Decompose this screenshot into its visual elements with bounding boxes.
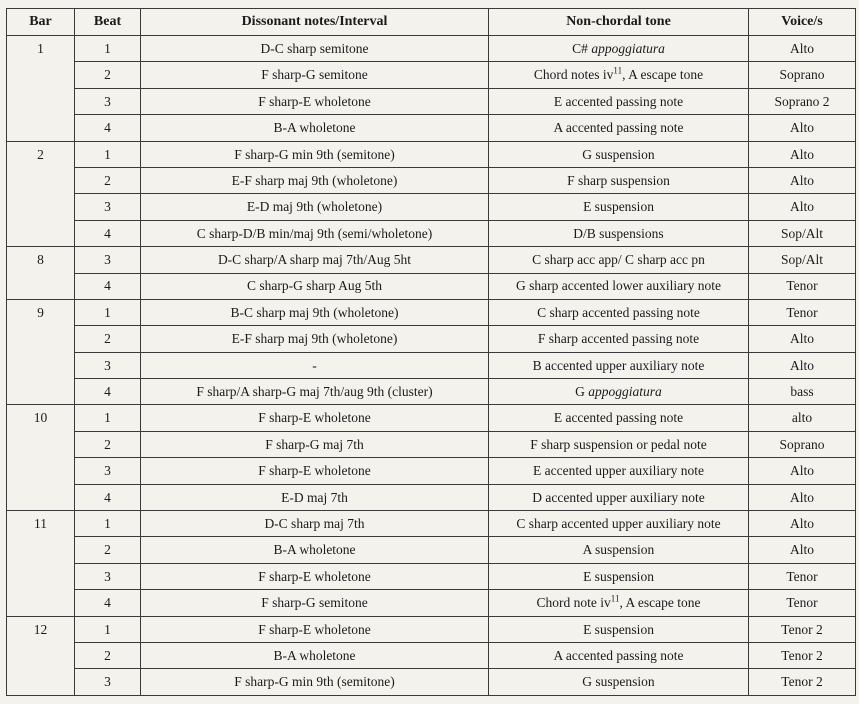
cell-beat: 1: [75, 36, 141, 62]
table-row: [7, 247, 856, 273]
table-row: [7, 88, 856, 114]
cell-interval: F sharp-G maj 7th: [141, 431, 489, 457]
cell-non-chordal-tone: [489, 379, 749, 405]
table-row: [7, 669, 856, 695]
table-row: [7, 458, 856, 484]
tone-text: E accented upper auxiliary note: [533, 463, 704, 479]
cell-bar: [7, 326, 75, 352]
cell-interval: F sharp-E wholetone: [141, 88, 489, 114]
cell-bar: [7, 273, 75, 299]
cell-voice: bass: [749, 379, 856, 405]
cell-interval: F sharp-G semitone: [141, 62, 489, 88]
tone-text: A suspension: [582, 542, 655, 558]
tone-text: F sharp suspension: [567, 172, 670, 188]
table-row: [7, 431, 856, 457]
cell-bar: [7, 194, 75, 220]
cell-voice: Sop/Alt: [749, 220, 856, 246]
table-row: [7, 36, 856, 62]
cell-bar: [7, 590, 75, 616]
tone-text: C#: [572, 40, 588, 56]
cell-non-chordal-tone: [489, 167, 749, 193]
cell-voice: Alto: [749, 511, 856, 537]
table-row: [7, 299, 856, 325]
tone-text: A accented passing note: [553, 120, 684, 136]
tone-text: C sharp accented passing note: [537, 304, 700, 320]
cell-beat: 3: [75, 88, 141, 114]
cell-voice: Alto: [749, 36, 856, 62]
cell-bar: [7, 431, 75, 457]
cell-bar: [7, 484, 75, 510]
table-row: [7, 590, 856, 616]
cell-bar: [7, 537, 75, 563]
cell-interval: E-F sharp maj 9th (wholetone): [141, 167, 489, 193]
tone-text: B accented upper auxiliary note: [532, 357, 705, 373]
tone-text: G sharp accented lower auxiliary note: [515, 278, 722, 294]
cell-voice: Soprano: [749, 431, 856, 457]
cell-interval: D-C sharp/A sharp maj 7th/Aug 5ht: [141, 247, 489, 273]
table-row: [7, 616, 856, 642]
header-voices: Voice/s: [749, 9, 856, 36]
cell-beat: 4: [75, 379, 141, 405]
cell-bar: [7, 642, 75, 668]
cell-beat: 4: [75, 273, 141, 299]
header-row: [7, 9, 856, 36]
tone-text: F sharp suspension or pedal note: [530, 436, 707, 452]
cell-non-chordal-tone: [489, 141, 749, 167]
cell-bar: [7, 62, 75, 88]
table-row: [7, 167, 856, 193]
table-row: [7, 220, 856, 246]
table-row: [7, 326, 856, 352]
cell-bar: 1: [7, 36, 75, 62]
cell-beat: 2: [75, 431, 141, 457]
cell-interval: B-A wholetone: [141, 537, 489, 563]
cell-non-chordal-tone: [489, 220, 749, 246]
cell-voice: Alto: [749, 484, 856, 510]
header-beat: Beat: [75, 9, 141, 36]
cell-bar: 10: [7, 405, 75, 431]
tone-text: E accented passing note: [553, 93, 684, 109]
cell-beat: 2: [75, 167, 141, 193]
cell-interval: -: [141, 352, 489, 378]
cell-bar: [7, 115, 75, 141]
cell-beat: 3: [75, 458, 141, 484]
cell-voice: Alto: [749, 326, 856, 352]
cell-non-chordal-tone: [489, 616, 749, 642]
cell-beat: 3: [75, 669, 141, 695]
cell-interval: F sharp-E wholetone: [141, 405, 489, 431]
cell-non-chordal-tone: [489, 36, 749, 62]
cell-voice: Alto: [749, 537, 856, 563]
cell-non-chordal-tone: [489, 458, 749, 484]
cell-beat: 2: [75, 62, 141, 88]
tone-suffix-text: , A escape tone: [619, 595, 701, 611]
cell-beat: 3: [75, 247, 141, 273]
table-row: [7, 273, 856, 299]
cell-interval: B-C sharp maj 9th (wholetone): [141, 299, 489, 325]
cell-voice: Tenor 2: [749, 616, 856, 642]
cell-bar: [7, 458, 75, 484]
cell-beat: 4: [75, 484, 141, 510]
tone-text: G: [575, 384, 585, 400]
cell-interval: B-A wholetone: [141, 115, 489, 141]
table-row: [7, 141, 856, 167]
tone-text: Chord note iv: [536, 595, 611, 611]
tone-text: C sharp accented upper auxiliary note: [516, 515, 721, 531]
tone-text: D/B suspensions: [573, 225, 664, 241]
cell-voice: Alto: [749, 115, 856, 141]
tone-italic-text: appoggiatura: [591, 40, 665, 56]
tone-suffix-text: , A escape tone: [622, 67, 704, 83]
cell-interval: B-A wholetone: [141, 642, 489, 668]
cell-voice: Tenor: [749, 299, 856, 325]
cell-non-chordal-tone: [489, 405, 749, 431]
cell-interval: F sharp-E wholetone: [141, 458, 489, 484]
cell-beat: 1: [75, 299, 141, 325]
cell-interval: F sharp/A sharp-G maj 7th/aug 9th (cluster): [141, 379, 489, 405]
table-row: [7, 194, 856, 220]
cell-voice: Tenor 2: [749, 669, 856, 695]
cell-interval: D-C sharp maj 7th: [141, 511, 489, 537]
cell-beat: 1: [75, 616, 141, 642]
tone-text: C sharp acc app/ C sharp acc pn: [532, 252, 705, 268]
cell-beat: 4: [75, 115, 141, 141]
cell-bar: [7, 220, 75, 246]
cell-voice: Alto: [749, 141, 856, 167]
cell-interval: F sharp-G min 9th (semitone): [141, 669, 489, 695]
table-row: [7, 563, 856, 589]
cell-non-chordal-tone: [489, 537, 749, 563]
cell-non-chordal-tone: [489, 326, 749, 352]
cell-bar: [7, 167, 75, 193]
cell-beat: 2: [75, 642, 141, 668]
cell-bar: 9: [7, 299, 75, 325]
cell-interval: E-D maj 9th (wholetone): [141, 194, 489, 220]
table-row: [7, 484, 856, 510]
cell-voice: Alto: [749, 458, 856, 484]
cell-bar: 2: [7, 141, 75, 167]
cell-beat: 4: [75, 590, 141, 616]
cell-interval: F sharp-E wholetone: [141, 616, 489, 642]
tone-text: E suspension: [583, 199, 654, 215]
cell-beat: 1: [75, 511, 141, 537]
cell-voice: Tenor: [749, 273, 856, 299]
cell-voice: Soprano 2: [749, 88, 856, 114]
cell-non-chordal-tone: [489, 590, 749, 616]
table-row: [7, 115, 856, 141]
tone-text: E suspension: [583, 621, 654, 637]
cell-bar: [7, 352, 75, 378]
cell-non-chordal-tone: [489, 194, 749, 220]
cell-beat: 3: [75, 194, 141, 220]
table-row: [7, 379, 856, 405]
cell-voice: Alto: [749, 352, 856, 378]
tone-text: Chord notes iv: [533, 67, 614, 83]
cell-non-chordal-tone: [489, 273, 749, 299]
header-non-chordal-tone: Non-chordal tone: [489, 9, 749, 36]
cell-beat: 1: [75, 141, 141, 167]
cell-non-chordal-tone: [489, 563, 749, 589]
cell-voice: alto: [749, 405, 856, 431]
tone-text: G suspension: [582, 674, 655, 690]
header-interval: Dissonant notes/Interval: [141, 9, 489, 36]
tone-text: A accented passing note: [553, 647, 684, 663]
cell-non-chordal-tone: [489, 511, 749, 537]
cell-voice: Alto: [749, 194, 856, 220]
table-row: [7, 352, 856, 378]
table-row: [7, 62, 856, 88]
cell-bar: [7, 88, 75, 114]
tone-text: F sharp accented passing note: [537, 331, 700, 347]
table-row: [7, 511, 856, 537]
cell-interval: C sharp-D/B min/maj 9th (semi/wholetone): [141, 220, 489, 246]
table-row: [7, 642, 856, 668]
cell-bar: [7, 379, 75, 405]
cell-voice: Tenor: [749, 590, 856, 616]
cell-non-chordal-tone: [489, 299, 749, 325]
non-chordal-tone-table: [6, 8, 856, 696]
cell-bar: 12: [7, 616, 75, 642]
cell-non-chordal-tone: [489, 352, 749, 378]
table-row: [7, 537, 856, 563]
tone-superscript: 11: [613, 65, 623, 76]
cell-non-chordal-tone: [489, 642, 749, 668]
cell-non-chordal-tone: [489, 431, 749, 457]
cell-beat: 1: [75, 405, 141, 431]
cell-beat: 2: [75, 537, 141, 563]
tone-italic-text: appoggiatura: [588, 384, 662, 400]
cell-non-chordal-tone: [489, 62, 749, 88]
cell-interval: E-F sharp maj 9th (wholetone): [141, 326, 489, 352]
cell-voice: Soprano: [749, 62, 856, 88]
table-row: [7, 405, 856, 431]
tone-superscript: 11: [610, 593, 620, 604]
cell-interval: F sharp-G semitone: [141, 590, 489, 616]
cell-beat: 3: [75, 563, 141, 589]
tone-text: E suspension: [583, 568, 654, 584]
cell-interval: F sharp-G min 9th (semitone): [141, 141, 489, 167]
cell-non-chordal-tone: [489, 88, 749, 114]
cell-interval: F sharp-E wholetone: [141, 563, 489, 589]
cell-interval: C sharp-G sharp Aug 5th: [141, 273, 489, 299]
header-bar: Bar: [7, 9, 75, 36]
cell-beat: 2: [75, 326, 141, 352]
cell-bar: 11: [7, 511, 75, 537]
cell-voice: Tenor: [749, 563, 856, 589]
cell-non-chordal-tone: [489, 247, 749, 273]
cell-voice: Tenor 2: [749, 642, 856, 668]
cell-bar: [7, 563, 75, 589]
cell-non-chordal-tone: [489, 669, 749, 695]
cell-non-chordal-tone: [489, 484, 749, 510]
cell-interval: D-C sharp semitone: [141, 36, 489, 62]
cell-beat: 4: [75, 220, 141, 246]
cell-bar: 8: [7, 247, 75, 273]
cell-beat: 3: [75, 352, 141, 378]
tone-text: G suspension: [582, 146, 655, 162]
cell-voice: Alto: [749, 167, 856, 193]
cell-interval: E-D maj 7th: [141, 484, 489, 510]
tone-text: D accented upper auxiliary note: [532, 489, 705, 505]
cell-voice: Sop/Alt: [749, 247, 856, 273]
cell-bar: [7, 669, 75, 695]
cell-non-chordal-tone: [489, 115, 749, 141]
tone-text: E accented passing note: [553, 410, 684, 426]
